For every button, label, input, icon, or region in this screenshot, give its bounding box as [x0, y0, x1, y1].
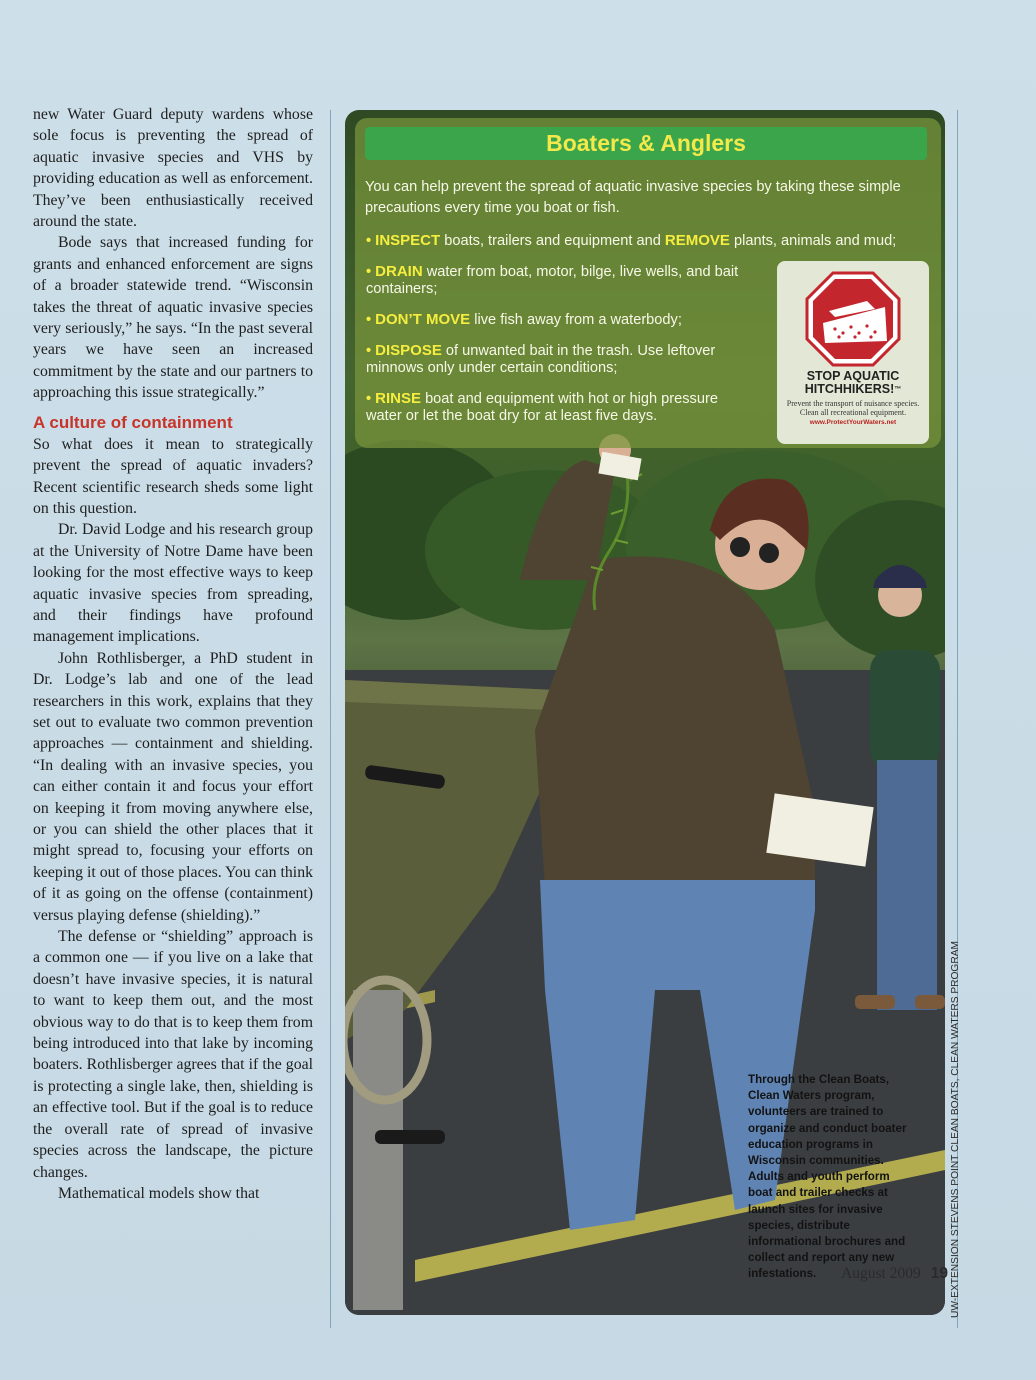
- keyword: DRAIN: [375, 263, 423, 280]
- precaution-text: live fish away from a waterbody;: [470, 312, 682, 328]
- stop-sign-icon: [805, 271, 901, 367]
- badge-headline-line: HITCHHIKERS!: [804, 382, 895, 396]
- article-paragraph: Mathematical models show that: [58, 1184, 260, 1202]
- article-column: [33, 104, 313, 1204]
- box-title: Boaters & Anglers: [365, 127, 927, 160]
- bullet: •: [366, 343, 372, 359]
- page-number: 19: [930, 1265, 948, 1282]
- keyword: INSPECT: [375, 232, 441, 249]
- precaution-text: of unwanted bait in the trash. Use leftover minnows only under certain conditions;: [366, 343, 716, 376]
- bullet: •: [366, 312, 372, 328]
- precaution-text: boats, trailers and equipment and: [440, 233, 665, 249]
- photo-credit: UW-EXTENSION STEVENS POINT CLEAN BOATS, CLEAN WATERS PROGRAM: [950, 941, 961, 1318]
- article-paragraph: Bode says that increased funding for grants and enhanced enforcement are signs of a broader statewide trend. “Wisconsin takes the threat of aquatic invasive species very seriously,” he says. “In the past several years we have seen an increased commitment by the state and our partners to approaching this issue strategically.”: [33, 234, 313, 402]
- article-paragraph: John Rothlisberger, a PhD student in Dr. Lodge’s lab and one of the lead researchers in this work, explains that they set out to evaluate two common prevention approaches — containment and shielding. “In dealing with an invasive species, you can either contain it and focus your effort on keeping it from moving anywhere else, or you can shield the other places that it might spread to, focusing your efforts on keeping it out of those places. You can think of it as going on the offense (containment) versus playing defense (shielding).”: [33, 649, 313, 924]
- article-paragraph: So what does it mean to strategically prevent the spread of aquatic invaders? Recent scientific research sheds some light on this question.: [33, 435, 313, 517]
- precaution-item-dispose: [366, 342, 746, 377]
- badge-subtext: [777, 399, 929, 427]
- page-footer: [841, 1265, 948, 1283]
- bullet: •: [366, 391, 372, 407]
- precaution-item-drain: [366, 263, 766, 298]
- column-rule: [330, 110, 331, 1328]
- badge-url: www.ProtectYourWaters.net: [809, 419, 897, 426]
- precaution-item-inspect: [366, 232, 931, 250]
- article-paragraph: Dr. David Lodge and his research group at the University of Notre Dame have been looking for the most effective ways to keep aquatic invasive species from spreading, and their findings have profound management implications.: [33, 521, 313, 646]
- bullet: •: [366, 264, 372, 280]
- stop-aquatic-hitchhikers-badge: [777, 261, 929, 444]
- badge-headline-line: STOP AQUATIC: [806, 369, 900, 383]
- badge-subline: Prevent the transport of nuisance species.: [786, 399, 920, 408]
- article-paragraph: The defense or “shielding” approach is a common one — if you live on a lake that doesn’t have invasive species, it is natural to want to keep them out, and the most obvious way to do that is to keep them from being introduced into that lake by incoming boaters. Rothlisberger agrees that if the goal is protecting a single lake, then, shielding is an effective tool. But if the goal is to reduce the overall rate of spread of invasive species across the landscape, the picture changes.: [33, 928, 313, 1181]
- issue-date: August 2009: [841, 1265, 921, 1282]
- keyword: REMOVE: [664, 232, 730, 249]
- keyword: DISPOSE: [375, 342, 442, 359]
- article-paragraph: new Water Guard deputy wardens whose sole focus is preventing the spread of aquatic invasive species and VHS by providing education as well as enforcement. They’ve been enthusiastically received around the state.: [33, 106, 313, 231]
- badge-headline: [777, 370, 929, 396]
- keyword: RINSE: [375, 390, 422, 407]
- precaution-text: plants, animals and mud;: [729, 233, 897, 249]
- bullet: •: [366, 233, 372, 249]
- precaution-item-rinse: [366, 390, 751, 425]
- precaution-text: water from boat, motor, bilge, live wells, and bait containers;: [366, 264, 739, 297]
- trademark: ™: [894, 386, 902, 393]
- precaution-text: boat and equipment with hot or high pressure water or let the boat dry for at least five days.: [366, 391, 718, 424]
- section-heading: A culture of containment: [33, 412, 233, 432]
- precaution-item-dont-move: [366, 311, 766, 329]
- keyword: DON’T MOVE: [375, 311, 471, 328]
- box-intro: You can help prevent the spread of aquatic invasive species by taking these simple precautions every time you boat or fish.: [365, 179, 901, 216]
- photo-caption: Through the Clean Boats, Clean Waters program, volunteers are trained to organize and conduct boater education programs in Wisconsin communities. Adults and youth perform boat and trailer checks at launch sites for invasive species, distribute informational brochures and collect and report any new infestations.: [748, 1073, 907, 1281]
- badge-subline: Clean all recreational equipment.: [799, 408, 907, 417]
